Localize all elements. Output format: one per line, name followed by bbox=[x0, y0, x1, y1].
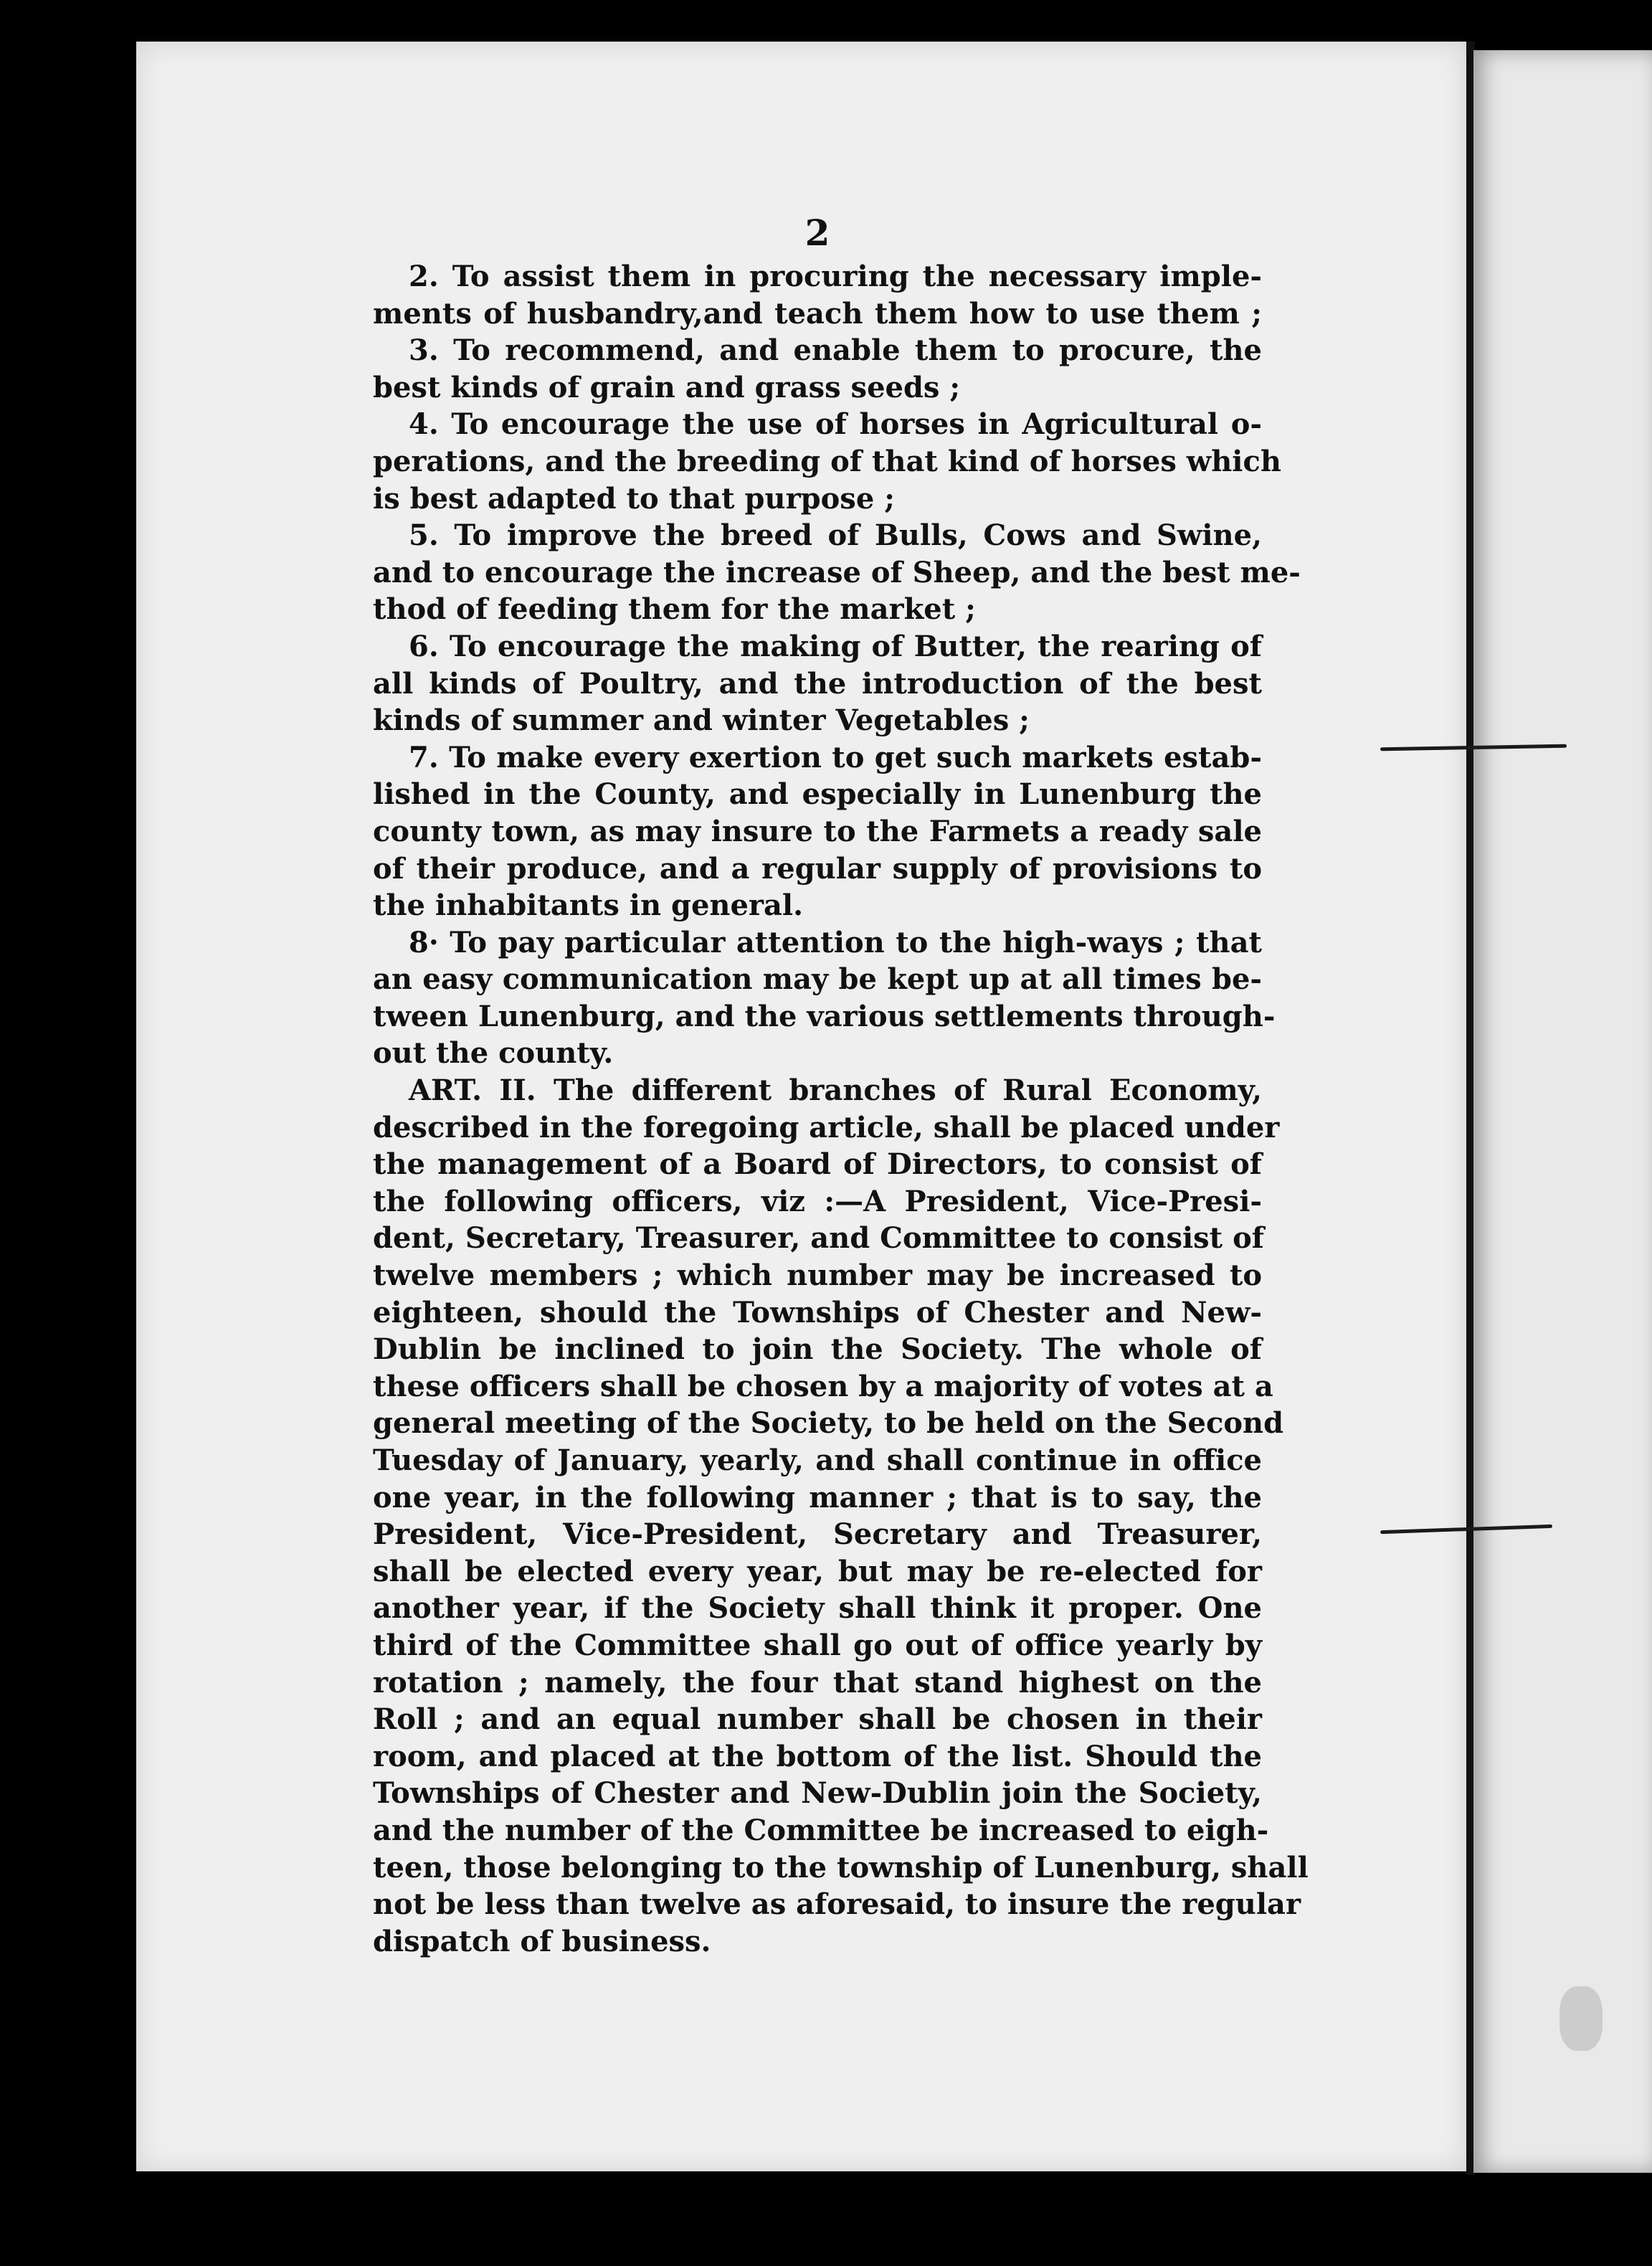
text-line: room, and placed at the bottom of the list. Should the bbox=[373, 1739, 1262, 1773]
text-line: ments of husbandry,and teach them how to use them ; bbox=[373, 296, 1262, 331]
text-line: the following officers, viz :—A President, Vice-Presi- bbox=[373, 1184, 1262, 1218]
text-line: 3. To recommend, and enable them to procure, the bbox=[409, 333, 1262, 368]
text-line: dispatch of business. bbox=[373, 1924, 711, 1958]
text-line: Townships of Chester and New-Dublin join the Society, bbox=[373, 1776, 1262, 1811]
text-line: general meeting of the Society, to be held on the Second bbox=[373, 1406, 1284, 1441]
text-line: described in the foregoing article, shall be placed under bbox=[373, 1110, 1280, 1144]
text-line: and the number of the Committee be increased to eigh- bbox=[373, 1813, 1269, 1847]
text-line: teen, those belonging to the township of Lunenburg, shall bbox=[373, 1850, 1309, 1885]
text-line: eighteen, should the Townships of Chester and New- bbox=[373, 1295, 1262, 1329]
text-line: county town, as may insure to the Farmets a ready sale bbox=[373, 814, 1262, 848]
text-line: and to encourage the increase of Sheep, and the best me- bbox=[373, 555, 1301, 589]
text-line: dent, Secretary, Treasurer, and Committee to consist of bbox=[373, 1221, 1264, 1256]
text-line: 8· To pay particular attention to the high-ways ; that bbox=[409, 925, 1262, 959]
text-line: third of the Committee shall go out of office yearly by bbox=[373, 1628, 1262, 1662]
text-line: is best adapted to that purpose ; bbox=[373, 481, 895, 516]
text-line: these officers shall be chosen by a majority of votes at a bbox=[373, 1369, 1273, 1403]
facing-page-edge bbox=[1473, 50, 1652, 2173]
text-line: another year, if the Society shall think it proper. One bbox=[373, 1591, 1262, 1626]
text-line: rotation ; namely, the four that stand highest on the bbox=[373, 1665, 1262, 1700]
page-text bbox=[373, 212, 1309, 1960]
text-lines bbox=[373, 258, 1309, 1960]
text-line: best kinds of grain and grass seeds ; bbox=[373, 370, 961, 404]
facing-page-mark bbox=[1560, 1986, 1603, 2051]
text-line: 4. To encourage the use of horses in Agricultural o- bbox=[409, 407, 1262, 442]
text-line: 5. To improve the breed of Bulls, Cows and Swine, bbox=[409, 518, 1262, 553]
text-line: Dublin be inclined to join the Society. The whole of bbox=[373, 1332, 1262, 1367]
text-line: out the county. bbox=[373, 1036, 614, 1071]
text-line: Tuesday of January, yearly, and shall continue in office bbox=[373, 1443, 1262, 1477]
text-line: the inhabitants in general. bbox=[373, 888, 804, 923]
text-line: all kinds of Poultry, and the introduction of the best bbox=[373, 666, 1262, 701]
text-line: ART. II. The different branches of Rural Economy, bbox=[409, 1073, 1262, 1108]
text-line: President, Vice-President, Secretary and Treasurer, bbox=[373, 1517, 1262, 1552]
text-line: Roll ; and an equal number shall be chosen in their bbox=[373, 1702, 1262, 1737]
text-line: 2. To assist them in procuring the necessary imple- bbox=[409, 260, 1262, 293]
text-line: kinds of summer and winter Vegetables ; bbox=[373, 703, 1030, 738]
page-number: 2 bbox=[804, 212, 830, 254]
text-line: the management of a Board of Directors, to consist of bbox=[373, 1147, 1262, 1182]
text-line: of their produce, and a regular supply of provisions to bbox=[373, 851, 1262, 886]
text-line: tween Lunenburg, and the various settlements through- bbox=[373, 999, 1276, 1033]
text-line: 7. To make every exertion to get such markets estab- bbox=[409, 740, 1262, 774]
text-line: not be less than twelve as aforesaid, to insure the regular bbox=[373, 1887, 1301, 1922]
text-line: thod of feeding them for the market ; bbox=[373, 592, 976, 627]
text-line: one year, in the following manner ; that is to say, the bbox=[373, 1480, 1262, 1514]
text-line: twelve members ; which number may be increased to bbox=[373, 1258, 1262, 1293]
text-line: an easy communication may be kept up at all times be- bbox=[373, 962, 1262, 997]
text-line: perations, and the breeding of that kind of horses which bbox=[373, 444, 1281, 478]
text-line: lished in the County, and especially in Lunenburg the bbox=[373, 777, 1262, 812]
text-line: 6. To encourage the making of Butter, the rearing of bbox=[409, 629, 1262, 663]
text-line: shall be elected every year, but may be re-elected for bbox=[373, 1554, 1262, 1588]
